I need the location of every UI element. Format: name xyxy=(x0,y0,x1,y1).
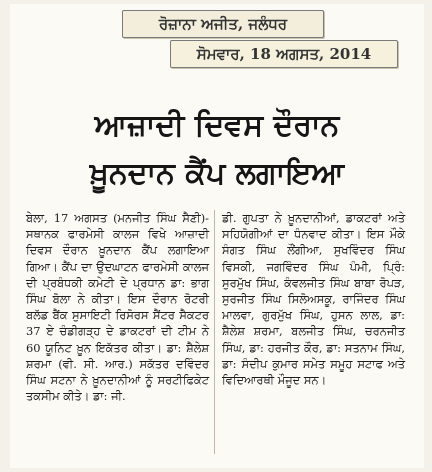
column-divider xyxy=(214,210,215,454)
newspaper-clipping xyxy=(10,4,424,468)
headline-line-2: ਖ਼ੂਨਦਾਨ ਕੈਂਪ ਲਗਾਇਆ xyxy=(89,156,345,191)
newspaper-name: ਰੋਜ਼ਾਨਾ ਅਜੀਤ, ਜਲੰਧਰ xyxy=(122,10,324,38)
article-column-right xyxy=(222,210,405,388)
masthead xyxy=(122,10,372,66)
article-body-left: ਬੇਲਾ, 17 ਅਗਸਤ (ਮਨਜੀਤ ਸਿੰਘ ਸੈਣੀ)-ਸਥਾਨਕ ਫਾਰਮੇਸੀ ਕਾਲਜ ਵਿਖੇ ਆਜ਼ਾਦੀ ਦਿਵਸ ਦੌਰਾਨ ਖ਼ੂਨਦਾਨ ਕੈਂਪ ਲਗਾਇਆ ਗਿਆ। ਕੈਂਪ ਦਾ ਉਦਘਾਟਨ ਫਾਰਮੇਸੀ ਕਾਲਜ ਦੀ ਪ੍ਰਬੰਧਕੀ ਕਮੇਟੀ ਦੇ ਪ੍ਰਧਾਨ ਡਾ: ਭਾਗ ਸਿੰਘ ਬੋਲਾ ਨੇ ਕੀਤਾ। ਇਸ ਦੌਰਾਨ ਰੋਟਰੀ ਬਲੱਡ ਬੈਂਕ ਸੁਸਾਇਟੀ ਰਿਸੋਰਸ ਸੈਂਟਰ ਸੈਕਟਰ 37 ਏ ਚੰਡੀਗੜ੍ਹ ਦੇ ਡਾਕਟਰਾਂ ਦੀ ਟੀਮ ਨੇ 60 ਯੂਨਿਟ ਖ਼ੂਨ ਇਕੱਤਰ ਕੀਤਾ। ਡਾ: ਸ਼ੈਲੇਸ਼ ਸ਼ਰਮਾ (ਵੀ. ਸੀ. ਆਰ.) ਸਕੱਤਰ ਦਵਿੰਦਰ ਸਿੰਘ ਸਟਨਾ ਨੇ ਖ਼ੂਨਦਾਨੀਆਂ ਨੂੰ ਸਰਟੀਫਿਕੇਟ ਤਕਸੀਮ ਕੀਤੇ। ਡਾ: ਜੀ. xyxy=(26,211,209,404)
headline-line-1: ਆਜ਼ਾਦੀ ਦਿਵਸ ਦੌਰਾਨ xyxy=(94,108,340,143)
publication-date: ਸੋਮਵਾਰ, 18 ਅਗਸਤ, 2014 xyxy=(170,40,398,68)
article-column-left xyxy=(26,210,209,404)
article-body-right: ਡੀ. ਗੁਪਤਾ ਨੇ ਖ਼ੂਨਦਾਨੀਆਂ, ਡਾਕਟਰਾਂ ਅਤੇ ਸਹਿਯੋਗੀਆਂ ਦਾ ਧੰਨਵਾਦ ਕੀਤਾ। ਇਸ ਮੌਕੇ ਸੰਗਤ ਸਿੰਘ ਲੌਂਗੀਆ, ਸੁਖਵਿੰਦਰ ਸਿੰਘ ਵਿਸਕੀ, ਜਗਵਿੰਦਰ ਸਿੰਘ ਪੰਮੀ, ਪ੍ਰਿੰ: ਸੁਰਮੁੱਖ ਸਿੰਘ, ਕੰਵਲਜੀਤ ਸਿੰਘ ਬਾਬਾ ਰੋਪੜ, ਸੁਰਜੀਤ ਸਿੰਘ ਸਿਲੋਅਸਕੂ, ਰਾਜਿੰਦਰ ਸਿੰਘ ਮਾਲਵਾ, ਗੁਰਮੁੱਖ ਸਿੰਘ, ਹੁਸਨ ਲਾਲ, ਡਾ: ਸ਼ੈਲੇਸ਼ ਸ਼ਰਮਾ, ਬਲਜੀਤ ਸਿੰਘ, ਚਰਨਜੀਤ ਸਿੰਘ, ਡਾ: ਹਰਜੀਤ ਕੌਰ, ਡਾ: ਸਤਨਾਮ ਸਿੰਘ, ਡਾ: ਸੰਦੀਪ ਕੁਮਾਰ ਸਮੇਤ ਸਮੂਹ ਸਟਾਫ ਅਤੇ ਵਿਦਿਆਰਥੀ ਮੌਜੂਦ ਸਨ। xyxy=(222,211,405,388)
